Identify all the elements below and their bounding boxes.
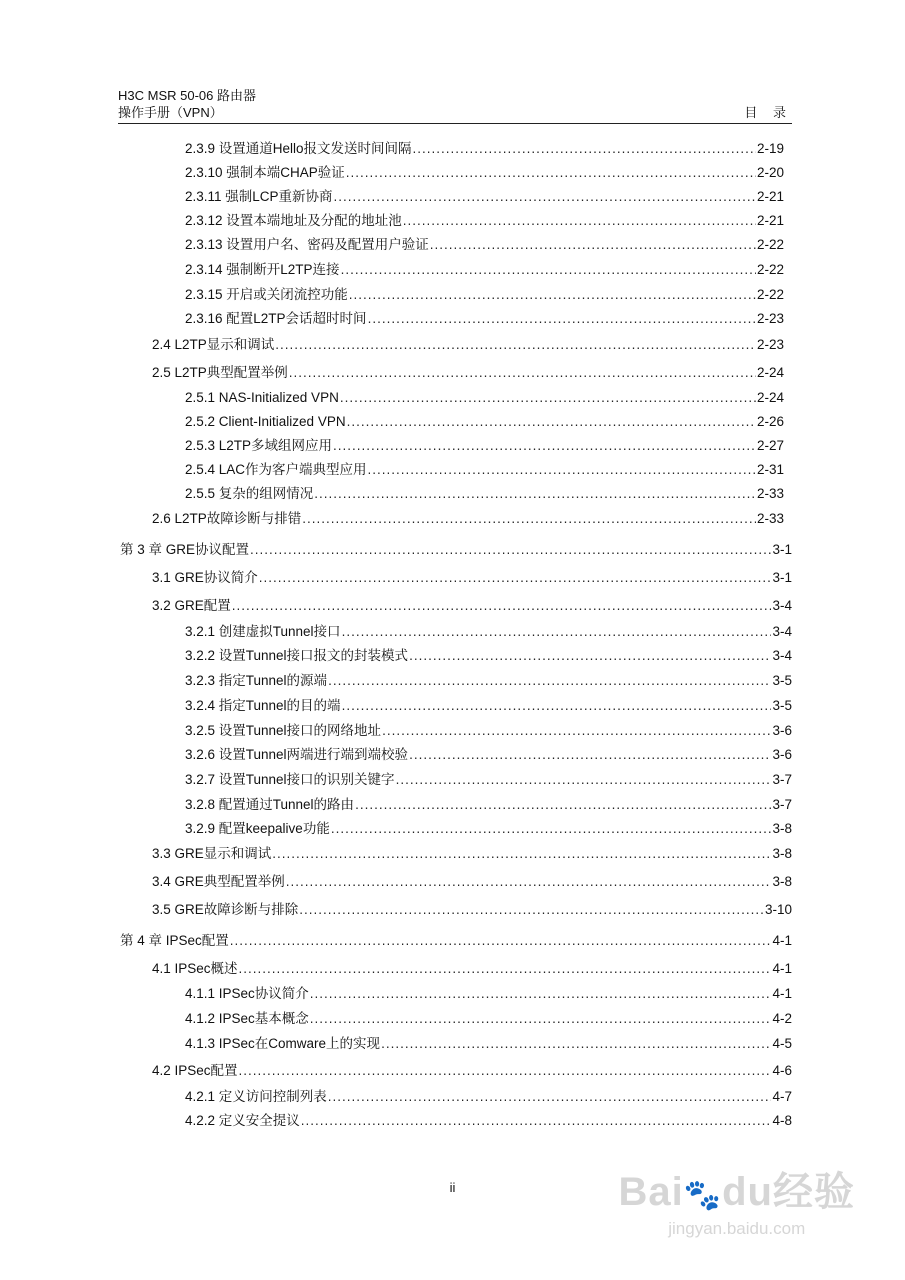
dot-leader [230,933,772,949]
toc-entry[interactable] [185,1011,792,1027]
toc-entry-page: 3-8 [772,846,792,861]
dot-leader [299,902,764,918]
toc-entry[interactable] [152,1063,792,1079]
toc-entry-page: 4-1 [772,933,792,948]
dot-leader [355,797,771,813]
toc-entry-page: 3-5 [772,698,792,713]
dot-leader [396,772,772,788]
dot-leader [272,846,771,862]
dot-leader [409,648,771,664]
toc-entry-page: 3-6 [772,747,792,762]
toc-entry[interactable] [185,698,792,714]
toc-entry[interactable] [185,287,784,303]
header-section: 目 录 [744,105,792,120]
toc-entry[interactable] [185,486,784,502]
toc-entry-page: 2-24 [756,365,784,380]
toc-entry-title: 3.1 GRE协议简介 [152,570,258,585]
toc-entry-title: 3.2.5 设置Tunnel接口的网络地址 [185,723,382,738]
baidu-watermark-logo: Bai🐾du经验 jingyan.baidu.com [618,1170,855,1238]
toc-entry[interactable] [152,846,792,862]
toc-entry[interactable] [185,141,784,157]
toc-entry-title: 2.3.13 设置用户名、密码及配置用户验证 [185,237,429,252]
toc-entry-page: 3-1 [772,570,792,585]
toc-entry[interactable] [185,390,784,406]
toc-entry[interactable] [152,511,784,527]
toc-entry-title: 4.2 IPSec配置 [152,1063,238,1078]
dot-leader [341,262,756,278]
toc-entry[interactable] [185,747,792,763]
toc-entry-title: 第 3 章 GRE协议配置 [120,542,250,557]
dot-leader [409,747,771,763]
dot-leader [259,570,772,586]
dot-leader [331,821,772,837]
toc-entry-title: 3.2.6 设置Tunnel两端进行端到端校验 [185,747,409,762]
toc-entry[interactable] [185,673,792,689]
toc-entry-title: 3.2.2 设置Tunnel接口报文的封装模式 [185,648,409,663]
toc-entry-title: 2.3.11 强制LCP重新协商 [185,189,333,204]
toc-entry-title: 2.3.16 配置L2TP会话超时时间 [185,311,367,326]
dot-leader [413,141,756,157]
toc-entry-page: 3-6 [772,723,792,738]
toc-entry-page: 3-4 [772,598,792,613]
toc-entry[interactable] [152,570,792,586]
toc-entry[interactable] [185,213,784,229]
toc-entry[interactable] [152,874,792,890]
toc-entry-title: 4.2.1 定义访问控制列表 [185,1089,327,1104]
dot-leader [275,337,756,353]
dot-leader [342,698,772,714]
toc-entry-title: 4.1.1 IPSec协议简介 [185,986,309,1001]
toc-entry-page: 4-6 [772,1063,792,1078]
toc-entry[interactable] [185,648,792,664]
toc-entry-page: 2-23 [756,337,784,352]
toc-entry-page: 3-5 [772,673,792,688]
toc-entry-title: 2.5.4 LAC作为客户端典型应用 [185,462,367,477]
dot-leader [302,511,756,527]
dot-leader [334,189,756,205]
toc-entry-page: 4-5 [772,1036,792,1051]
dot-leader [239,961,772,977]
toc-entry-title: 4.1.2 IPSec基本概念 [185,1011,309,1026]
toc-entry[interactable] [185,797,792,813]
dot-leader [314,486,756,502]
page-number: ii [449,1180,456,1195]
toc-entry-title: 2.4 L2TP显示和调试 [152,337,275,352]
toc-entry-title: 3.3 GRE显示和调试 [152,846,272,861]
toc-entry-title: 2.3.14 强制断开L2TP连接 [185,262,340,277]
toc-entry[interactable] [185,723,792,739]
dot-leader [286,874,772,890]
dot-leader [368,311,756,327]
toc-entry-title: 3.2.3 指定Tunnel的源端 [185,673,328,688]
toc-entry-page: 3-8 [772,874,792,889]
header-manual: 操作手册（VPN） [118,105,223,120]
toc-entry-page: 2-22 [756,287,784,302]
toc-entry-title: 4.1 IPSec概述 [152,961,238,976]
toc-entry[interactable] [185,624,792,640]
toc-entry-title: 2.3.10 强制本端CHAP验证 [185,165,345,180]
toc-entry-page: 3-4 [772,648,792,663]
toc-entry-title: 第 4 章 IPSec配置 [120,933,229,948]
dot-leader [310,986,772,1002]
toc-entry-page: 3-4 [772,624,792,639]
toc-entry[interactable] [185,189,784,205]
dot-leader [239,1063,772,1079]
toc-entry-title: 2.3.12 设置本端地址及分配的地址池 [185,213,402,228]
dot-leader [328,1089,772,1105]
dot-leader [301,1113,772,1129]
toc-entry-title: 3.2.7 设置Tunnel接口的识别关键字 [185,772,395,787]
header-divider [118,123,792,124]
dot-leader [250,542,771,558]
dot-leader [333,438,756,454]
dot-leader [310,1011,772,1027]
toc-entry-title: 2.5.2 Client-Initialized VPN [185,414,346,429]
dot-leader [349,287,756,303]
toc-entry-title: 4.2.2 定义安全提议 [185,1113,300,1128]
dot-leader [368,462,756,478]
toc-entry-page: 2-21 [756,189,784,204]
toc-entry[interactable] [152,337,784,353]
toc-entry[interactable] [120,542,792,558]
header-product: H3C MSR 50-06 路由器 [118,88,256,103]
toc-entry-title: 2.5.5 复杂的组网情况 [185,486,314,501]
toc-entry-page: 3-10 [764,902,792,917]
toc-entry-page: 2-27 [756,438,784,453]
toc-entry-title: 3.2.9 配置keepalive功能 [185,821,330,836]
dot-leader [346,165,756,181]
toc-entry[interactable] [185,986,792,1002]
toc-entry-title: 4.1.3 IPSec在Comware上的实现 [185,1036,381,1051]
dot-leader [382,723,771,739]
dot-leader [328,673,771,689]
toc-entry-page: 2-20 [756,165,784,180]
toc-entry-page: 2-23 [756,311,784,326]
toc-entry[interactable] [185,165,784,181]
toc-entry[interactable] [120,933,792,949]
toc-entry[interactable] [185,262,784,278]
toc-entry-page: 2-22 [756,237,784,252]
toc-entry-page: 2-31 [756,462,784,477]
toc-entry-title: 2.6 L2TP故障诊断与排错 [152,511,302,526]
toc-entry[interactable] [185,772,792,788]
dot-leader [347,414,756,430]
toc-entry[interactable] [152,365,784,381]
toc-entry-page: 2-19 [756,141,784,156]
toc-entry-page: 3-8 [772,821,792,836]
toc-entry-page: 3-7 [772,772,792,787]
toc-entry[interactable] [152,598,792,614]
toc-entry[interactable] [185,821,792,837]
toc-entry-page: 2-33 [756,486,784,501]
dot-leader [289,365,756,381]
toc-entry-title: 3.2.1 创建虚拟Tunnel接口 [185,624,341,639]
toc-entry-title: 2.5 L2TP典型配置举例 [152,365,288,380]
toc-entry[interactable] [185,462,784,478]
dot-leader [340,390,756,406]
dot-leader [403,213,756,229]
toc-entry[interactable] [185,1113,792,1129]
toc-entry-title: 2.5.3 L2TP多域组网应用 [185,438,333,453]
toc-entry-title: 3.4 GRE典型配置举例 [152,874,285,889]
toc-entry-page: 2-24 [756,390,784,405]
toc-entry[interactable] [185,1089,792,1105]
toc-entry-page: 4-1 [772,986,792,1001]
toc-entry-title: 2.3.9 设置通道Hello报文发送时间间隔 [185,141,412,156]
toc-entry-title: 3.5 GRE故障诊断与排除 [152,902,299,917]
toc-entry-title: 3.2.8 配置通过Tunnel的路由 [185,797,355,812]
toc-entry-title: 3.2 GRE配置 [152,598,231,613]
toc-entry[interactable] [185,311,784,327]
toc-entry-page: 2-26 [756,414,784,429]
toc-entry[interactable] [185,1036,792,1052]
toc-entry[interactable] [152,902,792,918]
toc-entry-page: 4-1 [772,961,792,976]
dot-leader [342,624,772,640]
toc-entry[interactable] [185,237,784,253]
toc-entry[interactable] [185,414,784,430]
dot-leader [232,598,772,614]
toc-entry-page: 2-22 [756,262,784,277]
toc-entry-page: 2-21 [756,213,784,228]
toc-entry-title: 2.3.15 开启或关闭流控功能 [185,287,348,302]
toc-entry[interactable] [152,961,792,977]
toc-entry-page: 4-8 [772,1113,792,1128]
toc-entry-title: 2.5.1 NAS-Initialized VPN [185,390,339,405]
toc-entry-page: 3-1 [772,542,792,557]
dot-leader [430,237,756,253]
toc-entry-page: 3-7 [772,797,792,812]
toc-entry-page: 4-2 [772,1011,792,1026]
toc-entry-page: 4-7 [772,1089,792,1104]
toc-entry-page: 2-33 [756,511,784,526]
dot-leader [381,1036,771,1052]
toc-entry-title: 3.2.4 指定Tunnel的目的端 [185,698,341,713]
toc-entry[interactable] [185,438,784,454]
